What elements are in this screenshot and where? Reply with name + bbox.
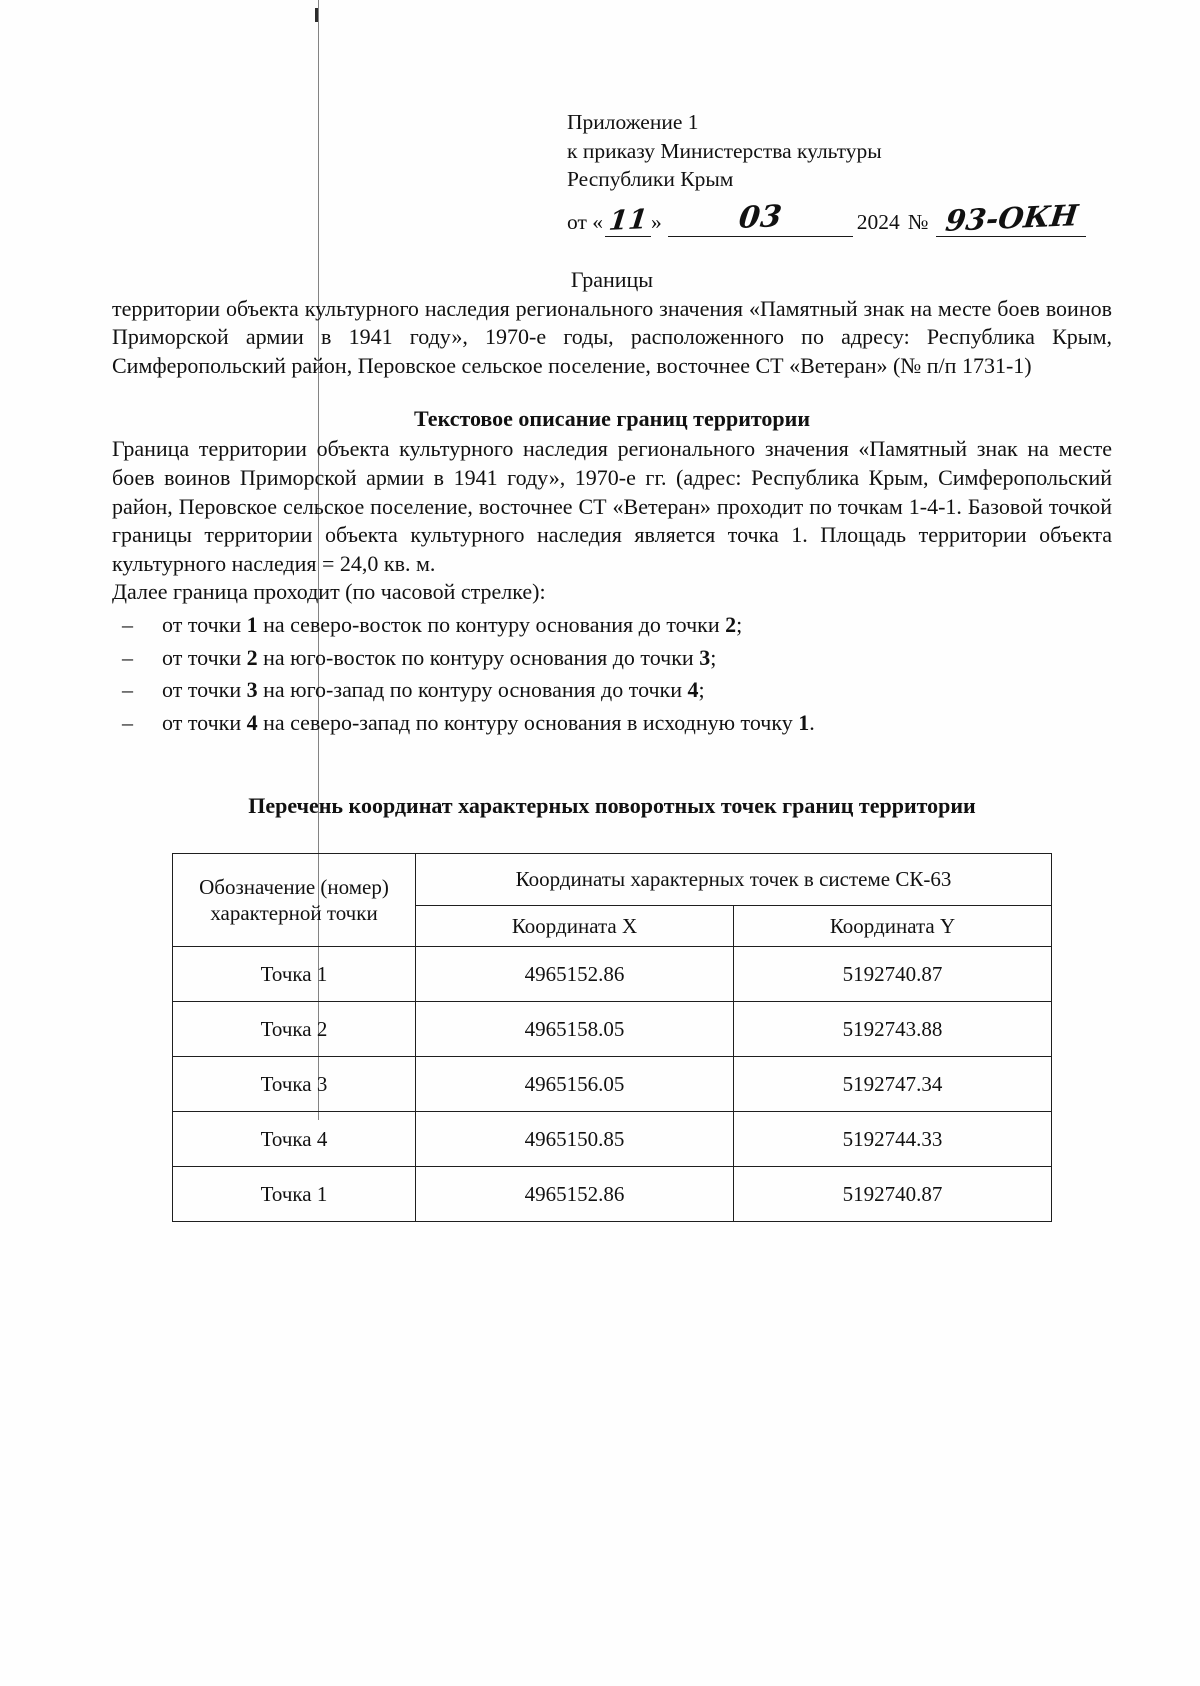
segment-post: ; bbox=[710, 644, 717, 670]
date-prefix: от « bbox=[567, 210, 603, 235]
list-item bbox=[112, 676, 1112, 705]
segment-from-point: 4 bbox=[246, 709, 258, 735]
description-paragraph: Граница территории объекта культурного наследия регионального значения «Памятный знак на месте боев воинов Приморской армии в 1941 году», 1970-е гг. (адрес: Республика Крым, Симферопольский район, Перовское сельское поселение, восточнее СТ «Ветеран» проходит по точкам 1-4-1. Базовой точкой границы территории объекта культурного наследия является точка 1. Площадь территории объекта культурного наследия = 24,0 кв. м. bbox=[112, 436, 1112, 576]
table-row bbox=[173, 1166, 1052, 1221]
segment-to-point: 4 bbox=[687, 677, 699, 703]
segment-from-point: 2 bbox=[246, 644, 258, 670]
intro-paragraph: территории объекта культурного наследия регионального значения «Памятный знак на месте боев воинов Приморской армии в 1941 году», 1970-е годы, расположенного по адресу: Республика Крым, Симферопольский район, Перовское сельское поселение, восточнее СТ «Ветеран» (№ п/п 1731-1) bbox=[112, 295, 1112, 378]
segment-pre: от точки bbox=[162, 677, 247, 703]
cell-point: Точка 4 bbox=[173, 1111, 416, 1166]
segment-from-point: 1 bbox=[246, 612, 258, 638]
list-item bbox=[112, 709, 1112, 738]
date-day-handwritten: 11 bbox=[606, 203, 650, 237]
header-coordinate-x: Координата X bbox=[416, 905, 734, 946]
segment-pre: от точки bbox=[162, 644, 247, 670]
segment-post: ; bbox=[736, 612, 743, 638]
cell-point: Точка 1 bbox=[173, 1166, 416, 1221]
appendix-line-3: Республики Крым bbox=[567, 167, 734, 192]
appendix-header bbox=[567, 108, 1112, 237]
dash-marker: – bbox=[122, 677, 133, 703]
segment-mid: на северо-запад по контуру основания в исходную точку bbox=[257, 709, 799, 735]
segment-mid: на юго-восток по контуру основания до точки bbox=[257, 644, 700, 670]
dash-marker: – bbox=[122, 709, 133, 735]
cell-point: Точка 2 bbox=[173, 1001, 416, 1056]
list-item bbox=[112, 644, 1112, 673]
dash-marker: – bbox=[122, 612, 133, 638]
order-number-handwritten: 93-ОКН bbox=[943, 198, 1080, 238]
cell-point: Точка 1 bbox=[173, 946, 416, 1001]
cell-point: Точка 3 bbox=[173, 1056, 416, 1111]
coordinates-table bbox=[172, 853, 1052, 1222]
cell-y: 5192740.87 bbox=[734, 946, 1052, 1001]
header-coordinate-y: Координата Y bbox=[734, 905, 1052, 946]
date-quote-close: » bbox=[651, 210, 662, 235]
segment-mid: на юго-запад по контуру основания до точки bbox=[257, 677, 688, 703]
order-date-line bbox=[567, 196, 1112, 237]
table-row bbox=[173, 1111, 1052, 1166]
header-coordinate-group: Координаты характерных точек в системе СК-63 bbox=[416, 854, 1052, 905]
cell-y: 5192747.34 bbox=[734, 1056, 1052, 1111]
appendix-line-1: Приложение 1 bbox=[567, 110, 699, 134]
cell-y: 5192744.33 bbox=[734, 1111, 1052, 1166]
table-caption: Перечень координат характерных поворотных точек границ территории bbox=[248, 793, 976, 819]
coordinates-table-head bbox=[173, 854, 1052, 947]
table-header-row-1 bbox=[173, 854, 1052, 905]
number-label: № bbox=[907, 210, 929, 235]
table-row bbox=[173, 1001, 1052, 1056]
header-point-designation: Обозначение (номер) характерной точки bbox=[173, 854, 416, 947]
segment-post: . bbox=[809, 709, 815, 735]
page-title: Границы bbox=[570, 266, 654, 292]
table-row bbox=[173, 1056, 1052, 1111]
segment-to-point: 2 bbox=[725, 612, 737, 638]
dash-marker: – bbox=[122, 644, 133, 670]
segment-pre: от точки bbox=[162, 612, 247, 638]
order-number-blank bbox=[936, 197, 1086, 237]
cell-x: 4965156.05 bbox=[416, 1056, 734, 1111]
coordinates-table-body bbox=[173, 946, 1052, 1221]
segment-from-point: 3 bbox=[246, 677, 258, 703]
list-item bbox=[112, 611, 1112, 640]
date-day-blank bbox=[605, 200, 651, 237]
date-month-handwritten: 03 bbox=[736, 198, 784, 236]
table-row bbox=[173, 946, 1052, 1001]
cell-x: 4965158.05 bbox=[416, 1001, 734, 1056]
segment-mid: на северо-восток по контуру основания до точки bbox=[257, 612, 726, 638]
section-title-textual-description: Текстовое описание границ территории bbox=[413, 406, 811, 432]
cell-y: 5192743.88 bbox=[734, 1001, 1052, 1056]
document-content bbox=[112, 0, 1112, 1222]
cell-x: 4965152.86 bbox=[416, 946, 734, 1001]
date-year: 2024 bbox=[856, 210, 900, 235]
cell-x: 4965150.85 bbox=[416, 1111, 734, 1166]
cell-x: 4965152.86 bbox=[416, 1166, 734, 1221]
cell-y: 5192740.87 bbox=[734, 1166, 1052, 1221]
segment-to-point: 3 bbox=[699, 644, 711, 670]
segment-pre: от точки bbox=[162, 709, 247, 735]
segment-to-point: 1 bbox=[798, 709, 810, 735]
further-boundary-line: Далее граница проходит (по часовой стрелке): bbox=[112, 579, 546, 605]
segment-post: ; bbox=[698, 677, 705, 703]
date-month-blank bbox=[668, 196, 853, 237]
appendix-line-2: к приказу Министерства культуры bbox=[567, 138, 882, 163]
boundary-segments-list bbox=[112, 611, 1112, 737]
